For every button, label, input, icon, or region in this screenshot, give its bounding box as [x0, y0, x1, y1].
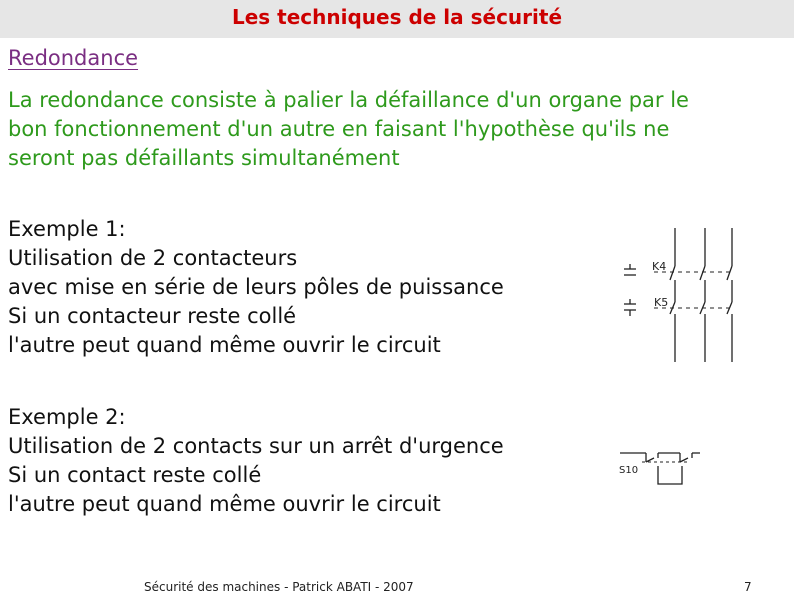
page-number: 7 — [744, 580, 752, 594]
example-2-line: l'autre peut quand même ouvrir le circuit — [8, 492, 441, 516]
s10-label: S10 — [619, 465, 639, 476]
example-1-line: l'autre peut quand même ouvrir le circuit — [8, 333, 441, 357]
example-1-line: avec mise en série de leurs pôles de puissance — [8, 275, 504, 299]
footer-text: Sécurité des machines - Patrick ABATI - 2007 — [144, 580, 414, 594]
example-1-line: Si un contacteur reste collé — [8, 304, 297, 328]
intro-line: seront pas défaillants simultanément — [8, 146, 400, 170]
section-heading: Redondance — [8, 46, 139, 70]
example-2-line: Si un contact reste collé — [8, 463, 262, 487]
example-1-line: Exemple 1: — [8, 217, 126, 241]
example-1-text — [8, 215, 504, 360]
example-2-line: Utilisation de 2 contacts sur un arrêt d'urgence — [8, 434, 504, 458]
example-1-line: Utilisation de 2 contacteurs — [8, 246, 298, 270]
intro-paragraph — [8, 86, 790, 173]
k5-label: K5 — [654, 296, 669, 309]
intro-line: La redondance consiste à palier la défaillance d'un organe par le — [8, 88, 689, 112]
k4-label: K4 — [652, 260, 667, 273]
intro-line: bon fonctionnement d'un autre en faisant l'hypothèse qu'ils ne — [8, 117, 670, 141]
contactor-diagram — [618, 222, 738, 367]
example-2-line: Exemple 2: — [8, 405, 126, 429]
slide-title: Les techniques de la sécurité — [231, 5, 563, 29]
example-2-text — [8, 403, 504, 519]
emergency-stop-diagram — [618, 446, 708, 496]
